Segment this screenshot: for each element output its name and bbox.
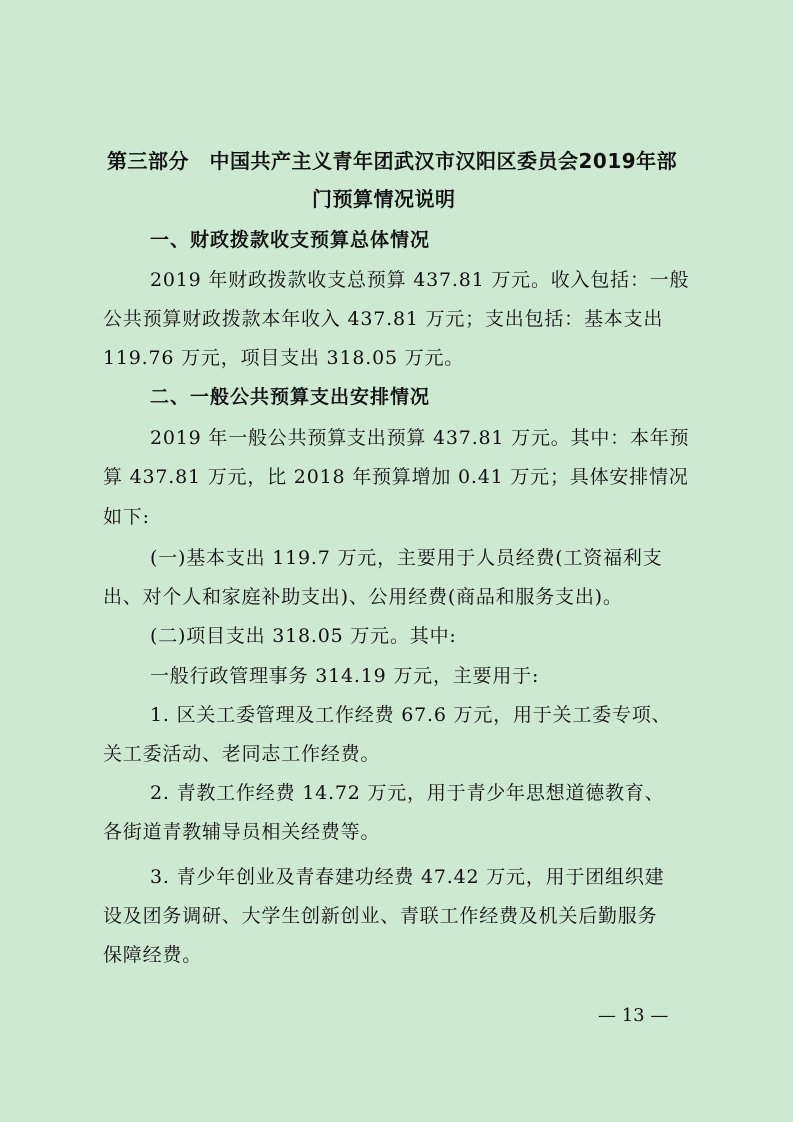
paragraph-line: 保障经费。 [103, 944, 203, 966]
paragraph-line: 119.76 万元，项目支出 318.05 万元。 [103, 347, 465, 369]
page-number: — 13 — [598, 1005, 669, 1026]
section-2-heading: 二、一般公共预算支出安排情况 [150, 386, 431, 408]
paragraph-line: 3. 青少年创业及青春建功经费 47.42 万元，用于团组织建 [150, 866, 665, 888]
paragraph-line: 一般行政管理事务 314.19 万元，主要用于: [150, 665, 540, 687]
paragraph-line: 各街道青教辅导员相关经费等。 [103, 821, 381, 843]
paragraph-line: 关工委活动、老同志工作经费。 [103, 743, 381, 765]
paragraph-line: 公共预算财政拨款本年收入 437.81 万元；支出包括：基本支出 [103, 308, 664, 330]
title-line-2: 门预算情况说明 [312, 187, 456, 211]
paragraph-line: 设及团务调研、大学生创新创业、青联工作经费及机关后勤服务 [103, 905, 658, 927]
paragraph-line: 2019 年财政拨款收支总预算 437.81 万元。收入包括：一般 [150, 269, 690, 291]
paragraph-line: 1. 区关工委管理及工作经费 67.6 万元，用于关工委专项、 [150, 704, 672, 726]
paragraph-line: 出、对个人和家庭补助支出)、公用经费(商品和服务支出)。 [103, 586, 623, 608]
title-line-1: 第三部分 中国共产主义青年团武汉市汉阳区委员会2019年部 [107, 149, 678, 173]
paragraph-line: (一)基本支出 119.7 万元，主要用于人员经费(工资福利支 [150, 547, 663, 569]
paragraph-line: 算 437.81 万元，比 2018 年预算增加 0.41 万元；具体安排情况 [103, 466, 689, 488]
paragraph-line: (二)项目支出 318.05 万元。其中: [150, 625, 457, 647]
paragraph-line: 如下: [103, 506, 150, 528]
paragraph-line: 2. 青教工作经费 14.72 万元，用于青少年思想道德教育、 [150, 782, 665, 804]
section-1-heading: 一、财政拨款收支预算总体情况 [150, 229, 431, 251]
paragraph-line: 2019 年一般公共预算支出预算 437.81 万元。其中：本年预 [150, 427, 690, 449]
